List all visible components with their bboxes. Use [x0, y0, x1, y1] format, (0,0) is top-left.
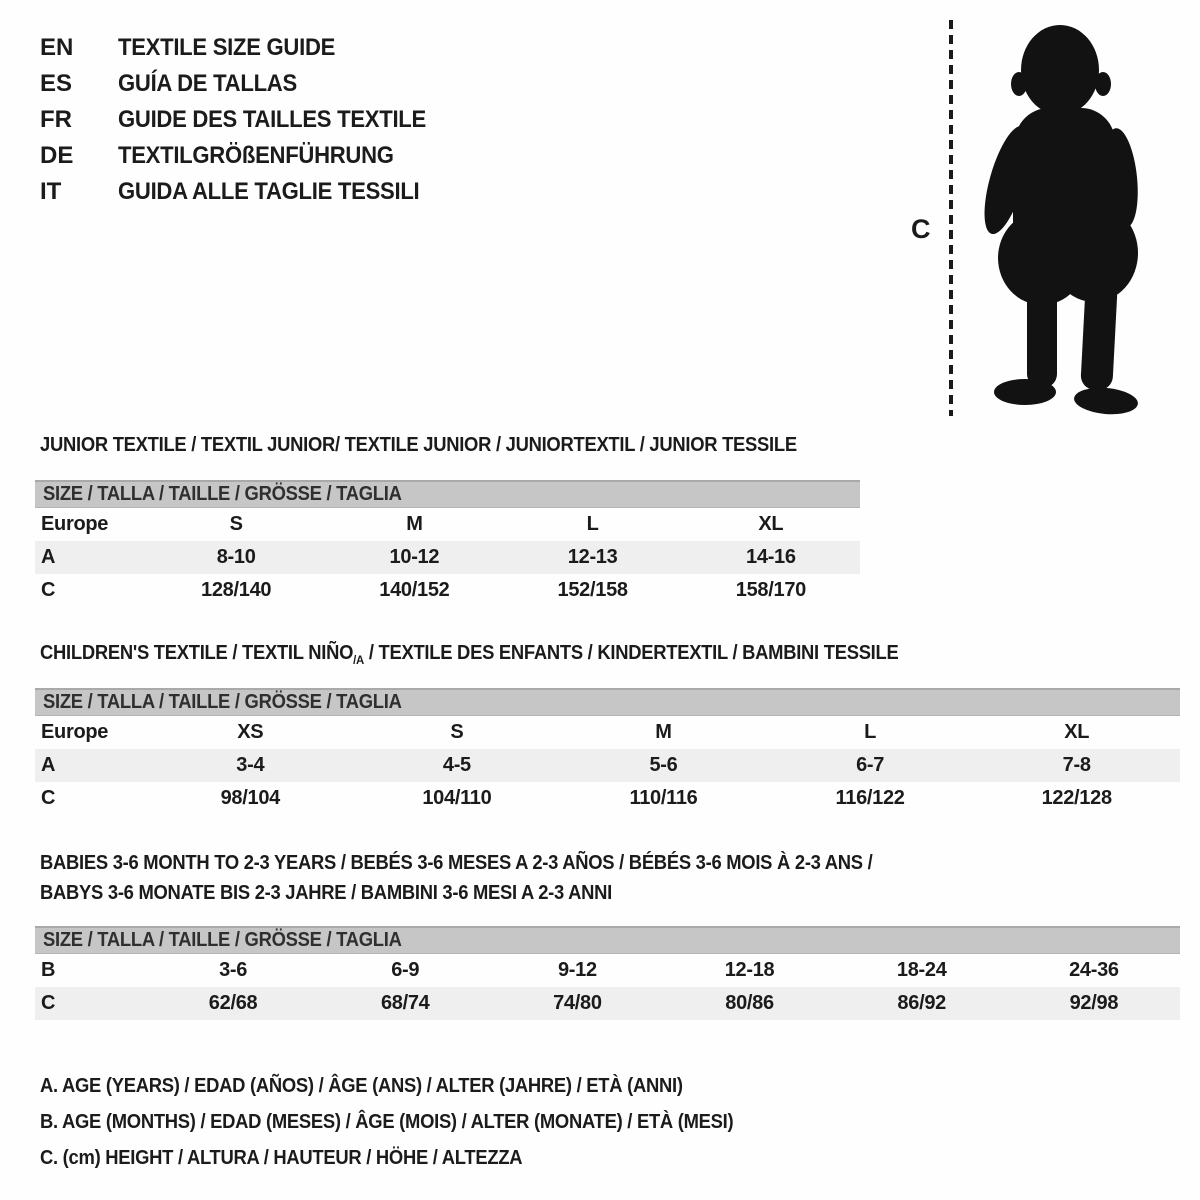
- babies-table: [35, 954, 1180, 1020]
- junior-table: [35, 508, 860, 607]
- children-size-table: [35, 688, 1180, 815]
- junior-section-title-text: JUNIOR TEXTILE / TEXTIL JUNIOR/ TEXTILE JUNIOR / JUNIORTEXTIL / JUNIOR TESSILE: [40, 434, 797, 456]
- size-cell: 62/68: [208, 992, 258, 1014]
- size-cell: 5-6: [649, 754, 678, 776]
- size-cell: 104/110: [422, 787, 492, 809]
- babies-title-line1: BABIES 3-6 MONTH TO 2-3 YEARS / BEBÉS 3-6 MESES A 2-3 AÑOS / BÉBÉS 3-6 MOIS À 2-3 ANS /: [40, 852, 873, 874]
- children-table: [35, 716, 1180, 815]
- footnote-b-text: B. AGE (MONTHS) / EDAD (MESES) / ÂGE (MOIS) / ALTER (MONATE) / ETÀ (MESI): [40, 1110, 734, 1133]
- row-label: Europe: [41, 513, 109, 535]
- size-cell: XS: [237, 721, 264, 743]
- size-cell: 152/158: [557, 579, 628, 601]
- size-cell: 18-24: [896, 959, 947, 981]
- size-cell: S: [450, 721, 464, 743]
- language-code: DE: [40, 142, 74, 169]
- size-cell: 14-16: [746, 546, 796, 568]
- footnote-b: [40, 1104, 794, 1140]
- language-label: TEXTILE SIZE GUIDE: [118, 34, 336, 61]
- junior-section-title: [40, 434, 863, 457]
- footnote-c: [40, 1140, 794, 1176]
- row-label: A: [41, 754, 56, 776]
- junior-size-table: [35, 480, 860, 607]
- size-cell: 24-36: [1069, 959, 1119, 981]
- footnote-c-text: C. (cm) HEIGHT / ALTURA / HAUTEUR / HÖHE / ALTEZZA: [40, 1146, 523, 1169]
- footnote-a: [40, 1068, 794, 1104]
- table-row: [35, 749, 1180, 782]
- toddler-silhouette-image: [963, 20, 1175, 420]
- language-row-de: [40, 138, 453, 174]
- size-header-bar: [35, 688, 1180, 716]
- size-cell: 7-8: [1062, 754, 1091, 776]
- table-row: [35, 954, 1180, 987]
- size-cell: XL: [1064, 721, 1090, 743]
- size-cell: S: [229, 513, 243, 535]
- size-cell: 140/152: [379, 579, 450, 601]
- language-list: [40, 30, 453, 210]
- size-cell: 86/92: [897, 992, 946, 1014]
- table-row: [35, 541, 860, 574]
- babies-title-line2: BABYS 3-6 MONATE BIS 2-3 JAHRE / BAMBINI 3-6 MESI A 2-3 ANNI: [40, 882, 612, 904]
- size-cell: 12-13: [567, 546, 618, 568]
- size-header-label: SIZE / TALLA / TAILLE / GRÖSSE / TAGLIA: [43, 691, 402, 713]
- language-label: GUÍA DE TALLAS: [118, 70, 297, 97]
- size-header-label: SIZE / TALLA / TAILLE / GRÖSSE / TAGLIA: [43, 929, 402, 951]
- title-subscript: /A: [353, 653, 364, 667]
- row-label: B: [41, 959, 56, 981]
- language-label: GUIDE DES TAILLES TEXTILE: [118, 106, 426, 133]
- size-cell: 128/140: [201, 579, 272, 601]
- size-cell: 8-10: [216, 546, 256, 568]
- size-cell: 68/74: [380, 992, 430, 1014]
- size-cell: 116/122: [835, 787, 905, 809]
- height-measure-figure: [905, 18, 1177, 420]
- size-cell: 98/104: [220, 787, 280, 809]
- language-row-es: [40, 66, 453, 102]
- size-cell: 10-12: [389, 546, 440, 568]
- table-row: [35, 782, 1180, 815]
- size-cell: 80/86: [725, 992, 774, 1014]
- row-label: C: [41, 787, 56, 809]
- size-cell: 3-6: [219, 959, 248, 981]
- size-cell: L: [864, 721, 877, 743]
- language-code: IT: [40, 178, 62, 205]
- size-header-bar: [35, 480, 860, 508]
- table-row: [35, 574, 860, 607]
- size-cell: 6-9: [391, 959, 420, 981]
- height-measure-label: C: [911, 214, 931, 244]
- size-cell: L: [586, 513, 599, 535]
- size-cell: 158/170: [735, 579, 806, 601]
- footnote-a-text: A. AGE (YEARS) / EDAD (AÑOS) / ÂGE (ANS) / ALTER (JAHRE) / ETÀ (ANNI): [40, 1074, 683, 1097]
- size-cell: M: [406, 513, 423, 535]
- row-label: Europe: [41, 721, 109, 743]
- size-cell: XL: [758, 513, 784, 535]
- table-row: [35, 508, 860, 541]
- size-cell: 4-5: [442, 754, 471, 776]
- size-header-label: SIZE / TALLA / TAILLE / GRÖSSE / TAGLIA: [43, 483, 402, 505]
- size-cell: 6-7: [856, 754, 885, 776]
- table-row: [35, 987, 1180, 1020]
- size-cell: 12-18: [724, 959, 775, 981]
- size-cell: 9-12: [557, 959, 597, 981]
- language-code: FR: [40, 106, 72, 133]
- size-cell: 122/128: [1041, 787, 1112, 809]
- size-cell: 92/98: [1069, 992, 1119, 1014]
- height-measure-dashed-line: [949, 20, 953, 416]
- size-header-bar: [35, 926, 1180, 954]
- children-section-title: [40, 642, 973, 667]
- row-label: A: [41, 546, 56, 568]
- babies-size-table: [35, 926, 1180, 1020]
- language-code: EN: [40, 34, 74, 61]
- language-row-fr: [40, 102, 453, 138]
- row-label: C: [41, 579, 56, 601]
- size-cell: 74/80: [553, 992, 602, 1014]
- language-code: ES: [40, 70, 73, 97]
- size-cell: 110/116: [629, 787, 698, 809]
- row-label: C: [41, 992, 56, 1014]
- size-cell: 3-4: [236, 754, 265, 776]
- size-cell: M: [655, 721, 672, 743]
- footnotes: [40, 1068, 794, 1176]
- language-label: TEXTILGRÖßENFÜHRUNG: [118, 142, 394, 169]
- children-section-title-text: CHILDREN'S TEXTILE / TEXTIL $NIÑO_{/A}$ / TEXTILE DES ENFANTS / KINDERTEXTIL / BAMBINI TESSILE: [40, 642, 899, 667]
- language-label: GUIDA ALLE TAGLIE TESSILI: [118, 178, 420, 205]
- table-row: [35, 716, 1180, 749]
- language-row-it: [40, 174, 453, 210]
- babies-section-title: [40, 848, 945, 908]
- language-row-en: [40, 30, 453, 66]
